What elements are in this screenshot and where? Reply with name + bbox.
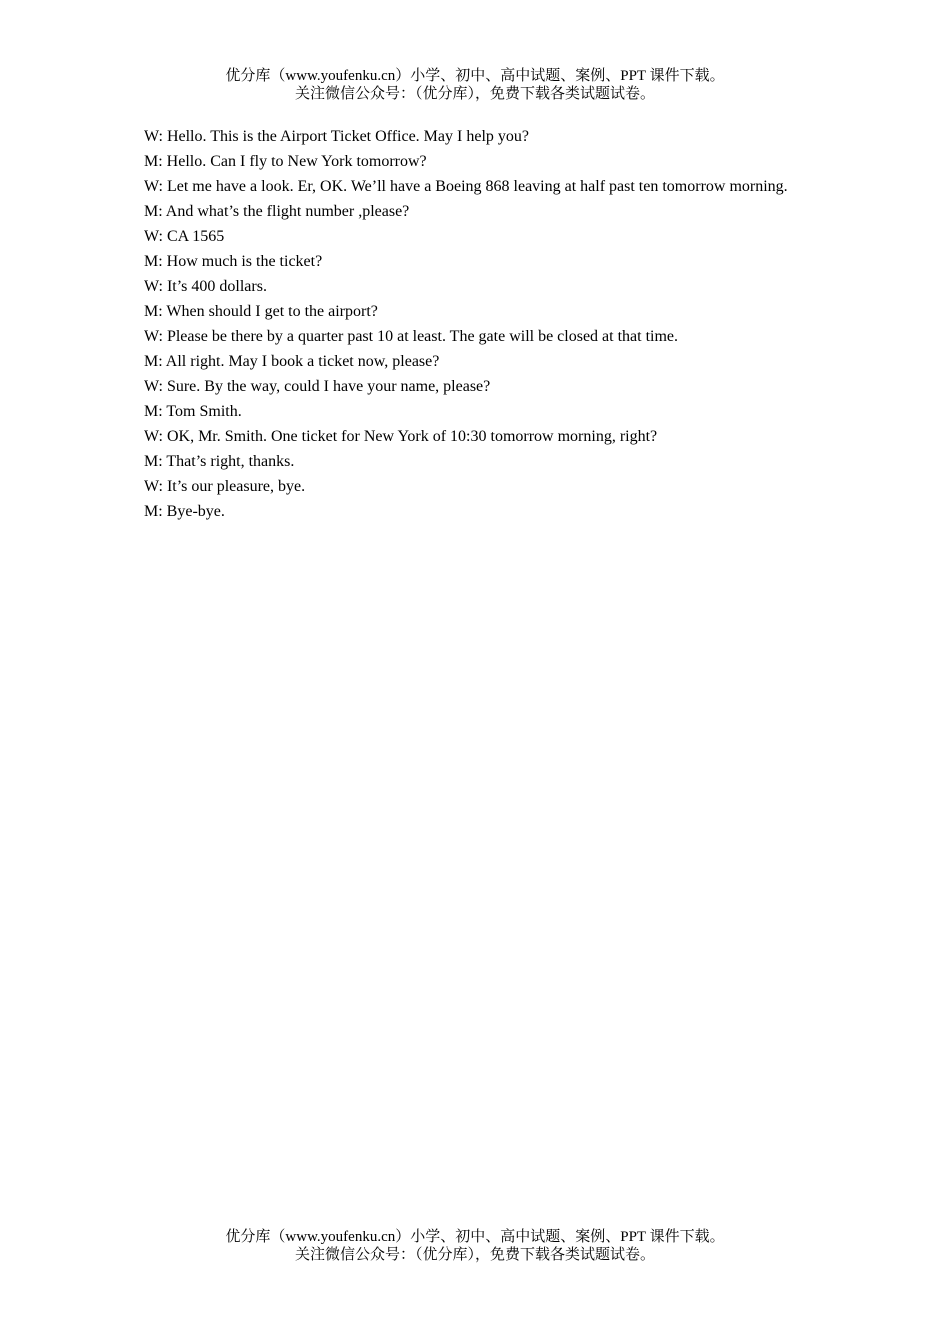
dialogue-line-13: W: OK, Mr. Smith. One ticket for New York of 10:30 tomorrow morning, right?: [144, 428, 658, 445]
dialogue-line-6: M: How much is the ticket?: [144, 253, 323, 270]
dialogue-line-8: M: When should I get to the airport?: [144, 303, 378, 320]
dialogue-line-16: M: Bye-bye.: [144, 503, 225, 520]
page-footer: [0, 1228, 950, 1264]
dialogue-line-2: M: Hello. Can I fly to New York tomorrow?: [144, 153, 427, 170]
dialogue-line-12: M: Tom Smith.: [144, 403, 242, 420]
dialogue-transcript: [144, 124, 805, 524]
dialogue-line-7: W: It’s 400 dollars.: [144, 278, 267, 295]
dialogue-line-11: W: Sure. By the way, could I have your name, please?: [144, 378, 491, 395]
footer-line-1: 优分库（www.youfenku.cn）小学、初中、高中试题、案例、PPT 课件下载。: [225, 1229, 725, 1245]
dialogue-line-5: W: CA 1565: [144, 228, 225, 245]
dialogue-line-3: W: Let me have a look. Er, OK. We’ll have a Boeing 868 leaving at half past ten tomorrow morning.: [144, 178, 788, 195]
header-line-2: 关注微信公众号：（优分库），免费下载各类试题试卷。: [294, 86, 655, 102]
dialogue-line-9: W: Please be there by a quarter past 10 at least. The gate will be closed at that time.: [144, 328, 679, 345]
dialogue-line-1: W: Hello. This is the Airport Ticket Office. May I help you?: [144, 128, 529, 145]
header-line-1: 优分库（www.youfenku.cn）小学、初中、高中试题、案例、PPT 课件下载。: [225, 68, 725, 84]
dialogue-line-15: W: It’s our pleasure, bye.: [144, 478, 306, 495]
footer-line-2: 关注微信公众号：（优分库），免费下载各类试题试卷。: [294, 1247, 655, 1263]
dialogue-line-14: M: That’s right, thanks.: [144, 453, 295, 470]
page-header: [0, 67, 950, 103]
dialogue-line-10: M: All right. May I book a ticket now, please?: [144, 353, 440, 370]
dialogue-line-4: M: And what’s the flight number ,please?: [144, 203, 410, 220]
